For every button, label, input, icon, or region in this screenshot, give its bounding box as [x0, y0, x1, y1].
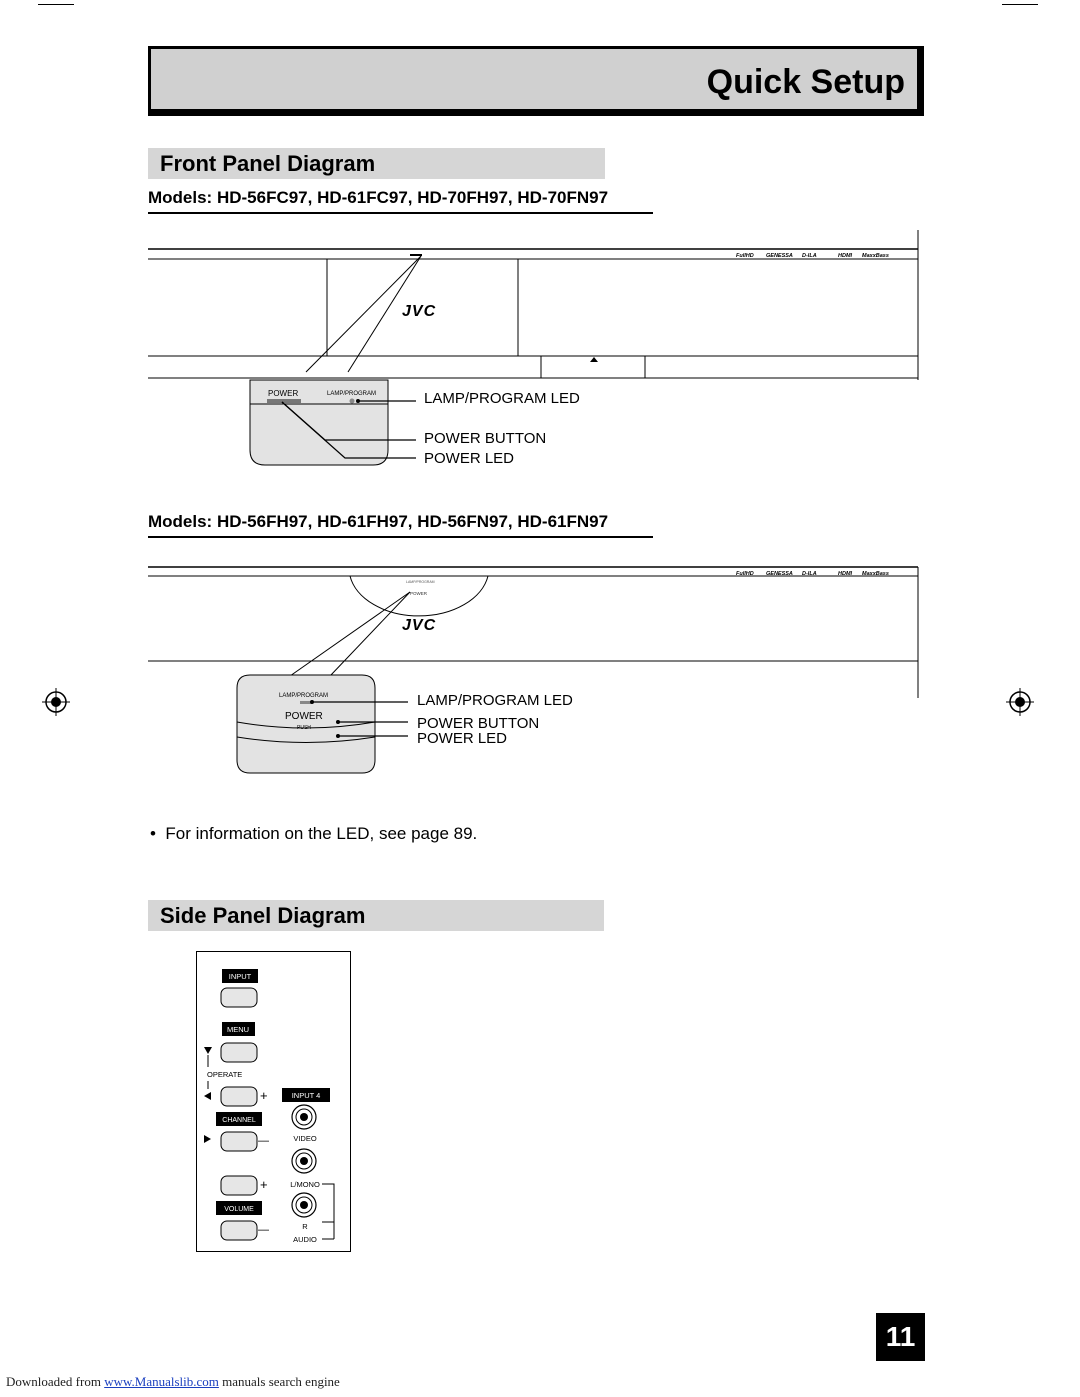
front-panel-heading-bar [148, 148, 605, 179]
input-label: INPUT [228, 972, 252, 981]
registration-mark-left [42, 688, 70, 716]
channel-down-button [221, 1132, 257, 1151]
channel-up-button [221, 1087, 257, 1106]
volume-down-button [221, 1221, 257, 1240]
panel-b-lamp-label: LAMP/PROGRAM [279, 693, 329, 699]
input4-label: INPUT 4 [291, 1091, 321, 1100]
channel-minus-label: — [258, 1135, 269, 1147]
footer-link[interactable]: www.Manualslib.com [104, 1374, 219, 1389]
footer-prefix: Downloaded from [6, 1374, 105, 1389]
channel-plus-label: + [260, 1088, 268, 1103]
menu-label: MENU [226, 1025, 250, 1034]
callout-power-button-a: POWER BUTTON [424, 430, 547, 447]
callout-power-led-b: POWER LED [417, 730, 508, 747]
callout-dot-b2 [336, 720, 340, 724]
brand-logo: JVC [402, 303, 437, 320]
dome-lamp-label: LAMP/PROGRAM [406, 580, 435, 584]
crop-mark-top-right [1002, 4, 1038, 5]
logo-dila-b: D-ILA [802, 571, 817, 577]
logo-maxxbass: MaxxBass [862, 253, 889, 259]
logo-hdmi-b: HDMI [838, 571, 853, 577]
callout-lamp-program-led-a: LAMP/PROGRAM LED [424, 390, 580, 407]
logo-genessa-b: GENESSA [766, 571, 793, 577]
callout-dot-b3 [336, 734, 340, 738]
panel-b-power-label: POWER [285, 711, 323, 722]
models-group-b: Models: HD-56FH97, HD-61FH97, HD-56FN97, HD-61FN97 [148, 512, 609, 531]
lmono-label: L/MONO [290, 1180, 320, 1189]
callout-dot-b1 [310, 700, 314, 704]
footer-suffix: manuals search engine [218, 1374, 340, 1389]
lamp-program-led-a [350, 399, 355, 404]
page-header [148, 46, 924, 116]
audio-left-jack [292, 1193, 316, 1217]
side-panel-heading-bar [148, 900, 604, 931]
video-jack [292, 1149, 316, 1173]
logo-fullhd: FullHD [736, 253, 754, 259]
channel-label: CHANNEL [222, 1117, 256, 1124]
menu-button [221, 1043, 257, 1062]
video-label: VIDEO [293, 1134, 317, 1143]
feature-logos [736, 253, 889, 259]
zoom-cone-b [290, 592, 410, 676]
volume-plus-label: + [260, 1177, 268, 1192]
callout-power-led-a: POWER LED [424, 450, 515, 467]
panel-a-power-label: POWER [268, 389, 299, 398]
page-number: 11 [876, 1313, 925, 1361]
side-panel-heading: Side Panel Diagram [160, 903, 366, 928]
panel-a-lamp-label: LAMP/PROGRAM [327, 391, 377, 397]
page-title: Quick Setup [706, 63, 905, 101]
dome-power-label: POWER [410, 591, 428, 596]
models-group-a: Models: HD-56FC97, HD-61FC97, HD-70FH97, HD-70FN97 [148, 188, 609, 207]
power-led-a [267, 399, 301, 403]
panel-b-push-label: PUSH [297, 725, 311, 731]
led-info-note-text: For information on the LED, see page 89. [165, 824, 478, 843]
crop-mark-top-left [38, 4, 74, 5]
brand-logo-b: JVC [402, 617, 437, 634]
operate-label: OPERATE [207, 1070, 243, 1079]
volume-up-button [221, 1176, 257, 1195]
bullet-icon: • [150, 824, 166, 843]
zoomed-panel-b [237, 675, 375, 773]
registration-mark-right [1006, 688, 1034, 716]
volume-minus-label: — [258, 1224, 269, 1236]
logo-dila: D-ILA [802, 253, 817, 259]
front-panel-diagram-b [140, 552, 930, 777]
r-label: R [302, 1222, 308, 1231]
logo-genessa: GENESSA [766, 253, 793, 259]
logo-maxxbass-b: MaxxBass [862, 571, 889, 577]
side-panel-diagram [196, 951, 352, 1254]
audio-label: AUDIO [293, 1235, 317, 1244]
front-panel-heading: Front Panel Diagram [160, 151, 376, 176]
callout-dot-a [356, 399, 360, 403]
s-video-jack [292, 1105, 316, 1129]
input-button [221, 988, 257, 1007]
led-info-note [150, 824, 477, 844]
models-group-a-rule [148, 212, 653, 214]
volume-label: VOLUME [224, 1206, 254, 1213]
eject-icon [590, 357, 598, 362]
callout-lamp-program-led-b: LAMP/PROGRAM LED [417, 692, 573, 709]
models-group-b-rule [148, 536, 653, 538]
logo-fullhd-b: FullHD [736, 571, 754, 577]
callout-power-button-b: POWER BUTTON [417, 715, 540, 732]
logo-hdmi: HDMI [838, 253, 853, 259]
footer [6, 1374, 340, 1390]
